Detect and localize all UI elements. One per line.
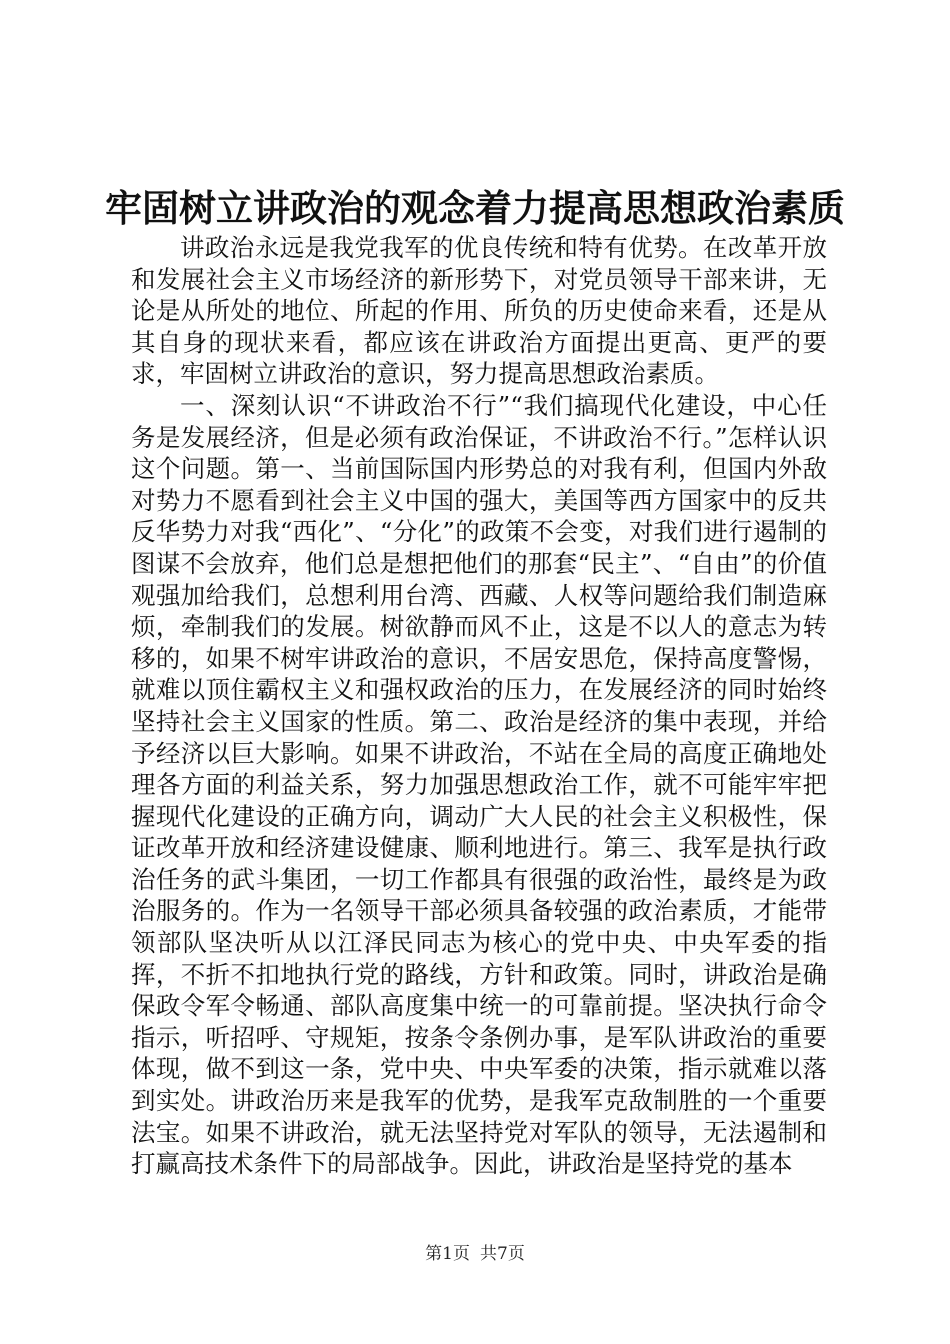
- paragraph-intro: 讲政治永远是我党我军的优良传统和特有优势。在改革开放和发展社会主义市场经济的新形势下，对党员领导干部来讲，无论是从所处的地位、所起的作用、所负的历史使命来看，还是从其自身的现状来看，都应该在讲政治方面提出更高、更严的要求，牢固树立讲政治的意识，努力提高思想政治素质。: [131, 233, 827, 389]
- document-title: 牢固树立讲政治的观念着力提高思想政治素质: [105, 186, 845, 230]
- paragraph-section-one: 一、深刻认识“不讲政治不行”“我们搞现代化建设，中心任务是发展经济，但是必须有政治保证，不讲政治不行。”怎样认识这个问题。第一、当前国际国内形势总的对我有利，但国内外敌对势力不愿看到社会主义中国的强大，美国等西方国家中的反共反华势力对我“西化”、“分化”的政策不会变，对我们进行遏制的图谋不会放弃，他们总是想把他们的那套“民主”、“自由”的价值观强加给我们，总想利用台湾、西藏、人权等问题给我们制造麻烦，牵制我们的发展。树欲静而风不止，这是不以人的意志为转移的，如果不树牢讲政治的意识，不居安思危，保持高度警惕，就难以顶住霸权主义和强权政治的压力，在发展经济的同时始终坚持社会主义国家的性质。第二、政治是经济的集中表现，并给予经济以巨大影响。如果不讲政治，不站在全局的高度正确地处理各方面的利益关系，努力加强思想政治工作，就不可能牢牢把握现代化建设的正确方向，调动广大人民的社会主义积极性，保证改革开放和经济建设健康、顺利地进行。第三、我军是执行政治任务的武斗集团，一切工作都具有很强的政治性，最终是为政治服务的。作为一名领导干部必须具备较强的政治素质，才能带领部队坚决听从以江泽民同志为核心的党中央、中央军委的指挥，不折不扣地执行党的路线，方针和政策。同时，讲政治是确保政令军令畅通、部队高度集中统一的可靠前提。坚决执行命令指示，听招呼、守规矩，按条令条例办事，是军队讲政治的重要体现，做不到这一条，党中央、中央军委的决策，指示就难以落到实处。讲政治历来是我军的优势，是我军克敌制胜的一个重要法宝。如果不讲政治，就无法坚持党对军队的领导，无法遏制和打赢高技术条件下的局部战争。因此，讲政治是坚持党的基本: [131, 390, 827, 1179]
- page-footer: [0, 1242, 950, 1266]
- page-number: 第1页: [425, 1244, 470, 1264]
- page-total: 共7页: [480, 1244, 525, 1264]
- document-body: [131, 232, 827, 1180]
